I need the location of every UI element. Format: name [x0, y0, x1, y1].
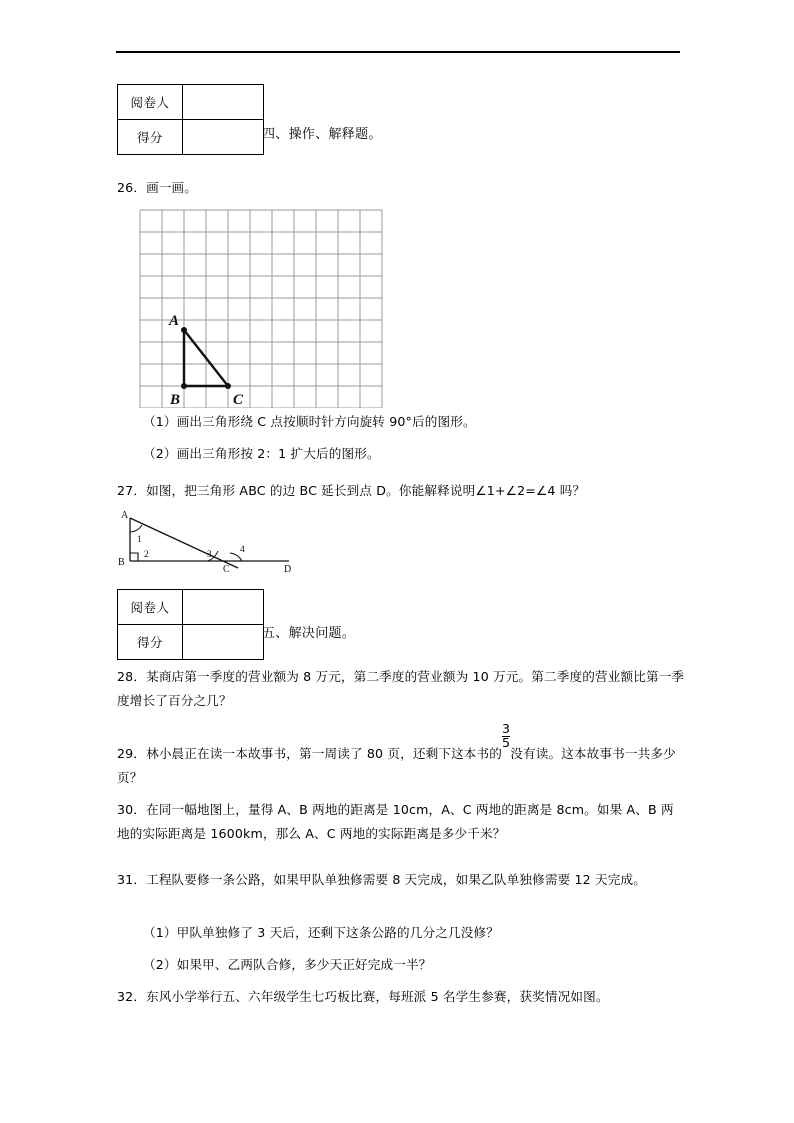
section-title-four: 四、操作、解释题。 — [262, 127, 382, 142]
table-row — [118, 85, 264, 120]
question-31-sub-2: （2）如果甲、乙两队合修，多少天正好完成一半？ — [143, 957, 432, 972]
score-box-section-five — [117, 589, 264, 660]
question-30-stem: 30．在同一幅地图上，量得 A、B 两地的距离是 10cm，A、C 两地的距离是 8cm。如果 A、B 两地的实际距离是 1600km，那么 A、C 两地的实际距离是多少千米？ — [117, 802, 674, 841]
fraction-numerator: 3 — [502, 721, 511, 736]
score-blank-5[interactable] — [183, 625, 264, 660]
grid-triangle-svg — [138, 208, 388, 408]
question-27-figure — [104, 506, 304, 579]
question-28-stem: 28．某商店第一季度的营业额为 8 万元，第二季度的营业额为 10 万元。第二季度的营业额比第一季度增长了百分之几？ — [117, 669, 685, 708]
point-label-b: B — [118, 557, 125, 568]
header-rule — [116, 51, 680, 53]
angle-arc-1 — [130, 525, 142, 532]
question-27-stem: 27．如图，把三角形 ABC 的边 BC 延长到点 D。你能解释说明∠1+∠2=∠4 吗？ — [117, 483, 586, 498]
question-31-sub-1: （1）甲队单独修了 3 天后，还剩下这条公路的几分之几没修？ — [143, 925, 499, 940]
vertex-label-b: B — [170, 392, 181, 408]
reviewer-label-5: 阅卷人 — [118, 590, 183, 625]
reviewer-label-4: 阅卷人 — [118, 85, 183, 120]
reviewer-blank-4[interactable] — [183, 85, 264, 120]
point-label-d: D — [284, 564, 292, 574]
vertex-label-c: C — [233, 392, 244, 408]
score-label-5: 得分 — [118, 625, 183, 660]
right-angle-mark-b — [130, 553, 138, 561]
score-label-4: 得分 — [118, 120, 183, 155]
grid-lines — [140, 210, 382, 408]
question-32-stem: 32．东风小学举行五、六年级学生七巧板比赛，每班派 5 名学生参赛，获奖情况如图。 — [117, 989, 609, 1004]
question-26-sub-1: （1）画出三角形绕 C 点按顺时针方向旋转 90°后的图形。 — [143, 414, 476, 429]
point-label-a: A — [121, 510, 129, 521]
table-row — [118, 625, 264, 660]
table-row — [118, 590, 264, 625]
reviewer-blank-5[interactable] — [183, 590, 264, 625]
section-title-five: 五、解决问题。 — [262, 626, 356, 641]
score-blank-4[interactable] — [183, 120, 264, 155]
point-label-c: C — [223, 564, 230, 574]
question-26-sub-2: （2）画出三角形按 2：1 扩大后的图形。 — [143, 446, 380, 461]
question-31-stem: 31．工程队要修一条公路，如果甲队单独修需要 8 天完成，如果乙队单独修需要 12 天完成。 — [117, 872, 646, 887]
question-26-stem: 26．画一画。 — [117, 180, 198, 195]
score-box-section-four — [117, 84, 264, 155]
fraction-denominator: 5 — [502, 735, 511, 750]
table-row — [118, 120, 264, 155]
question-29-stem — [117, 721, 685, 790]
question-29-stem-part1: 29．林小晨正在读一本故事书，第一周读了 80 页，还剩下这本书的 — [117, 746, 503, 762]
angle-label-4: 4 — [240, 545, 245, 555]
question-26-figure — [138, 208, 388, 413]
triangle-extended-svg — [104, 506, 304, 574]
angle-label-2: 2 — [144, 550, 149, 560]
fraction-three-fifths — [502, 721, 511, 762]
angle-label-1: 1 — [137, 535, 142, 545]
vertex-label-a: A — [169, 313, 180, 329]
angle-label-3: 3 — [207, 550, 212, 560]
triangle-point-labels — [118, 510, 291, 574]
angle-number-labels — [137, 535, 245, 560]
question-29-stem-part2: 没有读。这本故事书一共多少页？ — [117, 746, 676, 786]
